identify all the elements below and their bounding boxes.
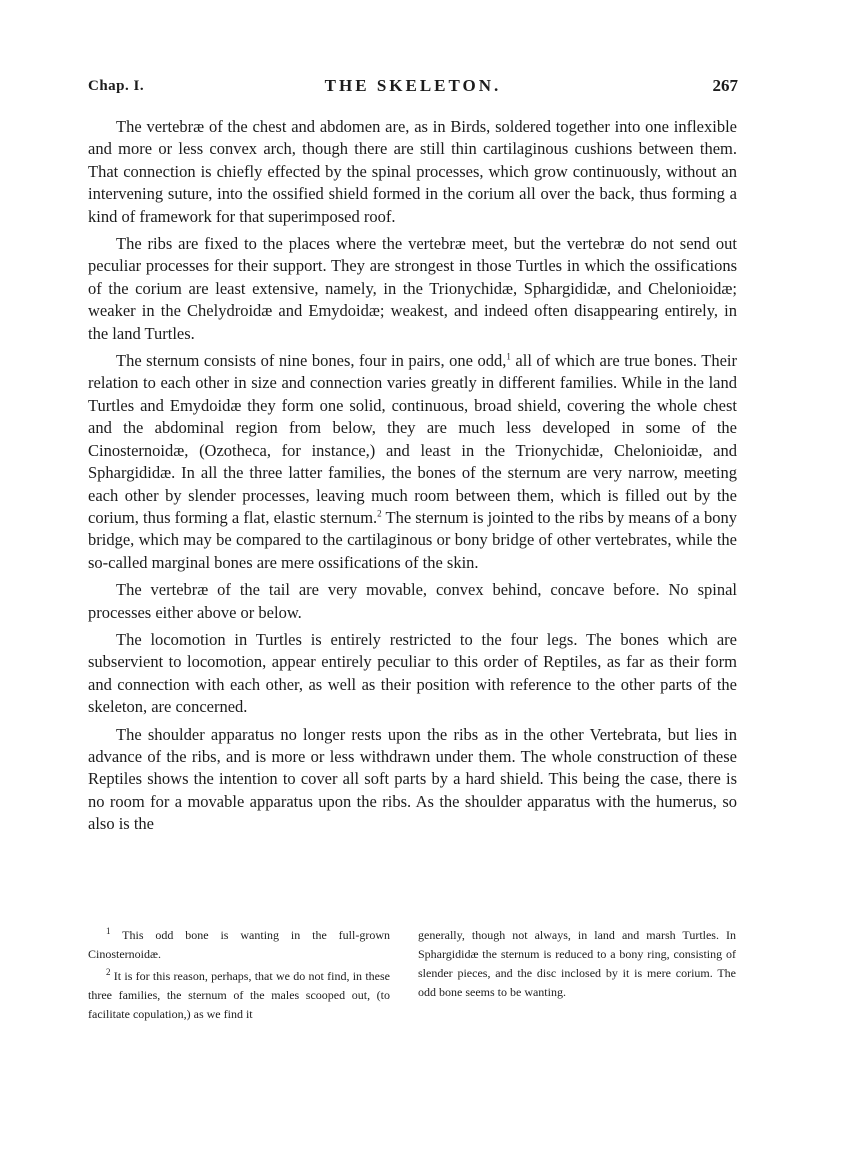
paragraph-text: all of which are true bones. Their relation to each other in size and connection varies greatly in different families. While in the land Turtles and Emydoidæ they form one solid, continuous, broad shield, covering the whole chest and the abdominal region from below, they are much less developed in some of the Cinosternoidæ, (Ozotheca, for instance,) and least in the Trionychidæ, Chelonioidæ, and Sphargididæ. In all the three latter families, the bones of the sternum are very narrow, meeting each other by slender processes, leaving much room between them, which is filled out by the corium, thus forming a flat, elastic sternum. (88, 351, 737, 527)
footnote-continuation: generally, though not always, in land and marsh Turtles. In Sphargididæ the sternum is reduced to a bony ring, consisting of slender pieces, and the disc inclosed by it is mere corium. The odd bone seems to be wanting. (418, 928, 736, 999)
paragraph (88, 724, 737, 836)
paragraph-text: The sternum consists of nine bones, four in pairs, one odd, (116, 351, 507, 371)
paragraph-text: The vertebræ of the tail are very movable, convex behind, concave before. No spinal processes either above or below. (88, 580, 737, 622)
running-title: THE SKELETON. (324, 76, 502, 95)
footnote-text: This odd bone is wanting in the full-grown Cinosternoidæ. (88, 928, 390, 961)
footnotes-left-column (88, 926, 390, 1024)
footnotes-right-column (418, 926, 736, 1002)
paragraph-text: The locomotion in Turtles is entirely restricted to the four legs. The bones which are subservient to locomotion, appear entirely peculiar to this order of Reptiles, as far as their form and connection with each other, as well as their position with reference to the other parts of the skeleton, are concerned. (88, 629, 737, 717)
paragraph (88, 579, 737, 624)
footnote-reference: 2 (377, 508, 382, 519)
page-number: 267 (712, 76, 738, 95)
footnote-marker: 2 (106, 967, 111, 977)
footnote-reference: 1 (506, 351, 511, 362)
body-text (88, 116, 737, 836)
footnote-text: It is for this reason, perhaps, that we do not find, in these three families, the sternum of the males scooped out, (to facilitate copulation,) as we find it (88, 969, 390, 1021)
paragraph (88, 629, 737, 719)
paragraph-text: The shoulder apparatus no longer rests upon the ribs as in the other Vertebrata, but lies in advance of the ribs, and is more or less withdrawn under them. The whole construction of these Reptiles shows the intention to cover all soft parts by a hard shield. This being the case, there is no room for a movable apparatus upon the ribs. As the shoulder apparatus with the humerus, so also is the (88, 724, 737, 834)
paragraph-text: The vertebræ of the chest and abdomen are, as in Birds, soldered together into one inflexible and more or less convex arch, though there are still thin cartilaginous cushions between them. That connection is chiefly effected by the spinal processes, which grow continuously, without an intervening suture, into the ossified shield formed in the corium all over the back, thus forming a kind of framework for that superimposed roof. (88, 117, 737, 226)
footnote (88, 967, 390, 1024)
paragraph (88, 233, 737, 345)
running-header (88, 76, 738, 100)
paragraph (88, 350, 737, 574)
paragraph (88, 116, 737, 228)
paragraph-text: The ribs are fixed to the places where the vertebræ meet, but the vertebræ do not send out peculiar processes for their support. They are strongest in those Turtles in which the ossifications of the corium are least extensive, namely, in the Trionychidæ, Sphargididæ, and Chelonioidæ; weaker in the Chelydroidæ and Emydoidæ; weakest, and indeed often disappearing entirely, in the land Turtles. (88, 234, 737, 343)
footnote-marker: 1 (106, 926, 111, 936)
paragraph-text: The sternum is jointed to the ribs by means of a bony bridge, which may be compared to the cartilaginous or bony bridge of other vertebrates, while the so-called marginal bones are mere ossifications of the skin. (88, 507, 737, 572)
footnote (88, 926, 390, 964)
chapter-label: Chap. I. (88, 78, 145, 94)
